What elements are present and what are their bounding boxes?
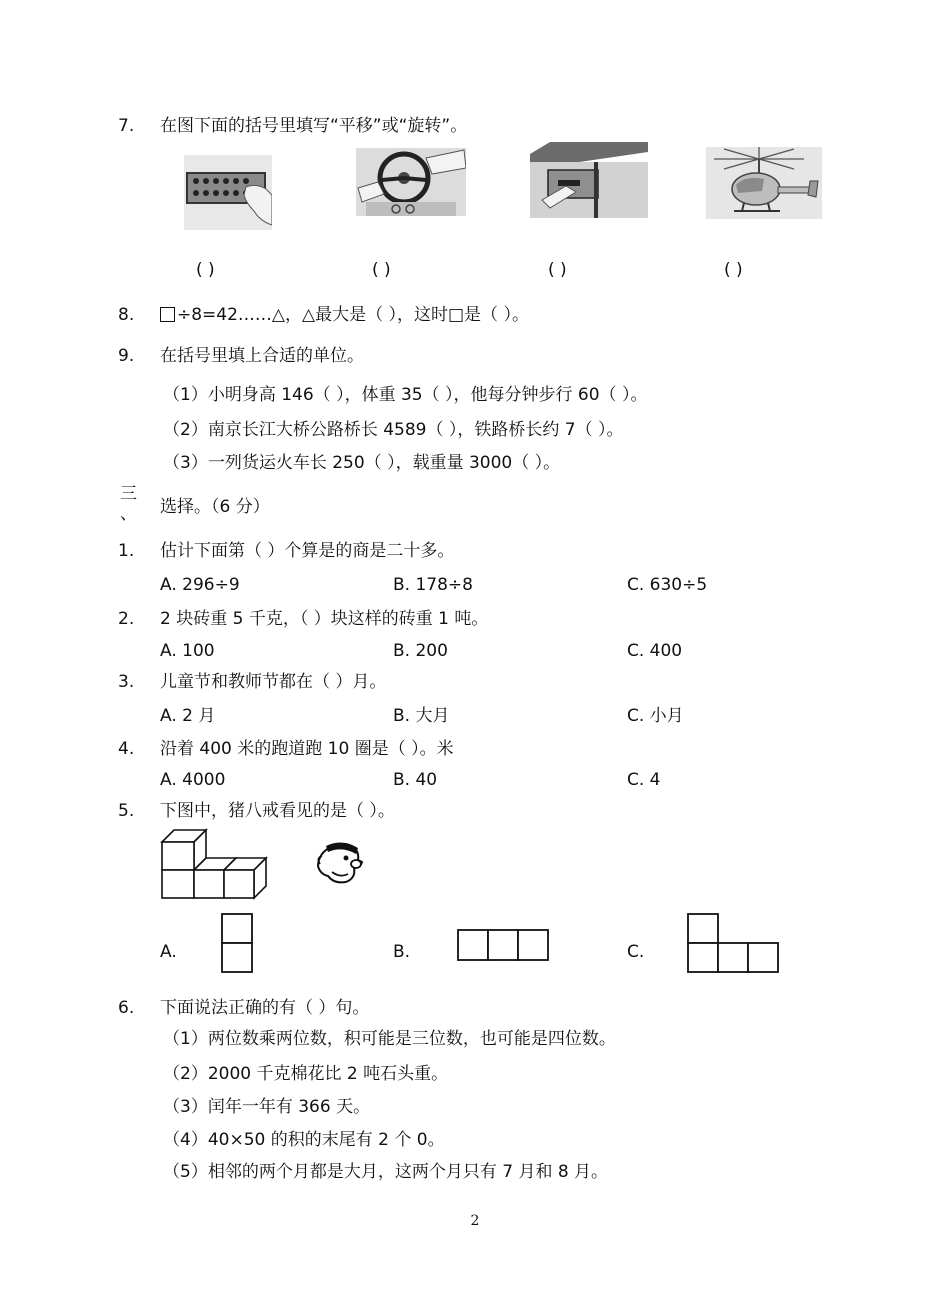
answer-blank-3[interactable]: ( ) [548,260,567,280]
choice-2-text: 2 块砖重 5 千克，（ ）块这样的砖重 1 吨。 [160,609,489,629]
choice-4-option-b[interactable]: B. 40 [393,770,438,790]
q9-number: 9. [118,346,135,366]
choice-2-number: 2. [118,609,135,629]
choice-1-option-a[interactable]: A. 296÷9 [160,575,240,595]
choice-4-option-a[interactable]: A. 4000 [160,770,226,790]
q8-line [160,305,529,325]
abacus-picture [184,155,272,230]
zhu-bajie-icon [316,838,364,886]
choice-6-number: 6. [118,998,135,1018]
choice-5-text: 下图中，猪八戒看见的是（ ）。 [160,801,395,821]
choice-3-option-c[interactable]: C. 小月 [627,706,684,726]
answer-blank-2[interactable]: ( ) [372,260,391,280]
choice-5-option-b[interactable]: B. [393,942,411,962]
choice-3-number: 3. [118,672,135,692]
q9-item-3: （3）一列货运火车长 250（ ），载重量 3000（ ）。 [163,453,561,473]
choice-3-option-a[interactable]: A. 2 月 [160,706,216,726]
section-number-mark: 、 [120,504,137,524]
answer-blank-1[interactable]: ( ) [196,260,215,280]
answer-blank-4[interactable]: ( ) [724,260,743,280]
choice-2-option-c[interactable]: C. 400 [627,641,683,661]
cube-stack-figure [160,828,270,900]
square-symbol [160,307,175,322]
choice-1-option-c[interactable]: C. 630÷5 [627,575,708,595]
q8-number: 8. [118,305,135,325]
choice-6-item-4: （4）40×50 的积的末尾有 2 个 0。 [163,1130,445,1150]
choice-6-item-3: （3）闰年一年有 366 天。 [163,1097,371,1117]
choice-5-option-a[interactable]: A. [160,942,177,962]
q8-text: ÷8=42……△，△最大是（ ），这时□是（ ）。 [177,305,529,325]
option-c-view-figure [686,912,780,974]
choice-3-option-b[interactable]: B. 大月 [393,706,450,726]
choice-2-option-b[interactable]: B. 200 [393,641,448,661]
section-title: 选择。（6 分） [160,497,270,517]
choice-5-number: 5. [118,801,135,821]
drawer-picture [530,142,648,218]
choice-6-item-1: （1）两位数乘两位数，积可能是三位数，也可能是四位数。 [163,1029,616,1049]
helicopter-picture [706,147,822,219]
choice-4-number: 4. [118,739,135,759]
steering-wheel-picture [356,148,466,216]
section-number: 三 [120,484,137,504]
option-b-view-figure [456,928,550,962]
q9-item-1: （1）小明身高 146（ ），体重 35（ ），他每分钟步行 60（ ）。 [163,385,648,405]
option-a-view-figure [220,912,254,974]
choice-4-text: 沿着 400 米的跑道跑 10 圈是（ ）。米 [160,739,454,759]
choice-1-option-b[interactable]: B. 178÷8 [393,575,473,595]
choice-6-item-5: （5）相邻的两个月都是大月，这两个月只有 7 月和 8 月。 [163,1162,609,1182]
choice-5-option-c[interactable]: C. [627,942,645,962]
q9-item-2: （2）南京长江大桥公路桥长 4589（ ），铁路桥长约 7（ ）。 [163,420,624,440]
choice-6-text: 下面说法正确的有（ ）句。 [160,998,370,1018]
q7-text: 在图下面的括号里填写“平移”或“旋转”。 [160,116,468,136]
choice-4-option-c[interactable]: C. 4 [627,770,661,790]
q9-text: 在括号里填上合适的单位。 [160,346,364,366]
choice-2-option-a[interactable]: A. 100 [160,641,215,661]
choice-6-item-2: （2）2000 千克棉花比 2 吨石头重。 [163,1064,449,1084]
q7-number: 7. [118,116,135,136]
choice-1-number: 1. [118,541,135,561]
choice-1-text: 估计下面第（ ）个算是的商是二十多。 [160,541,455,561]
choice-3-text: 儿童节和教师节都在（ ）月。 [160,672,387,692]
page-number: 2 [470,1213,480,1229]
